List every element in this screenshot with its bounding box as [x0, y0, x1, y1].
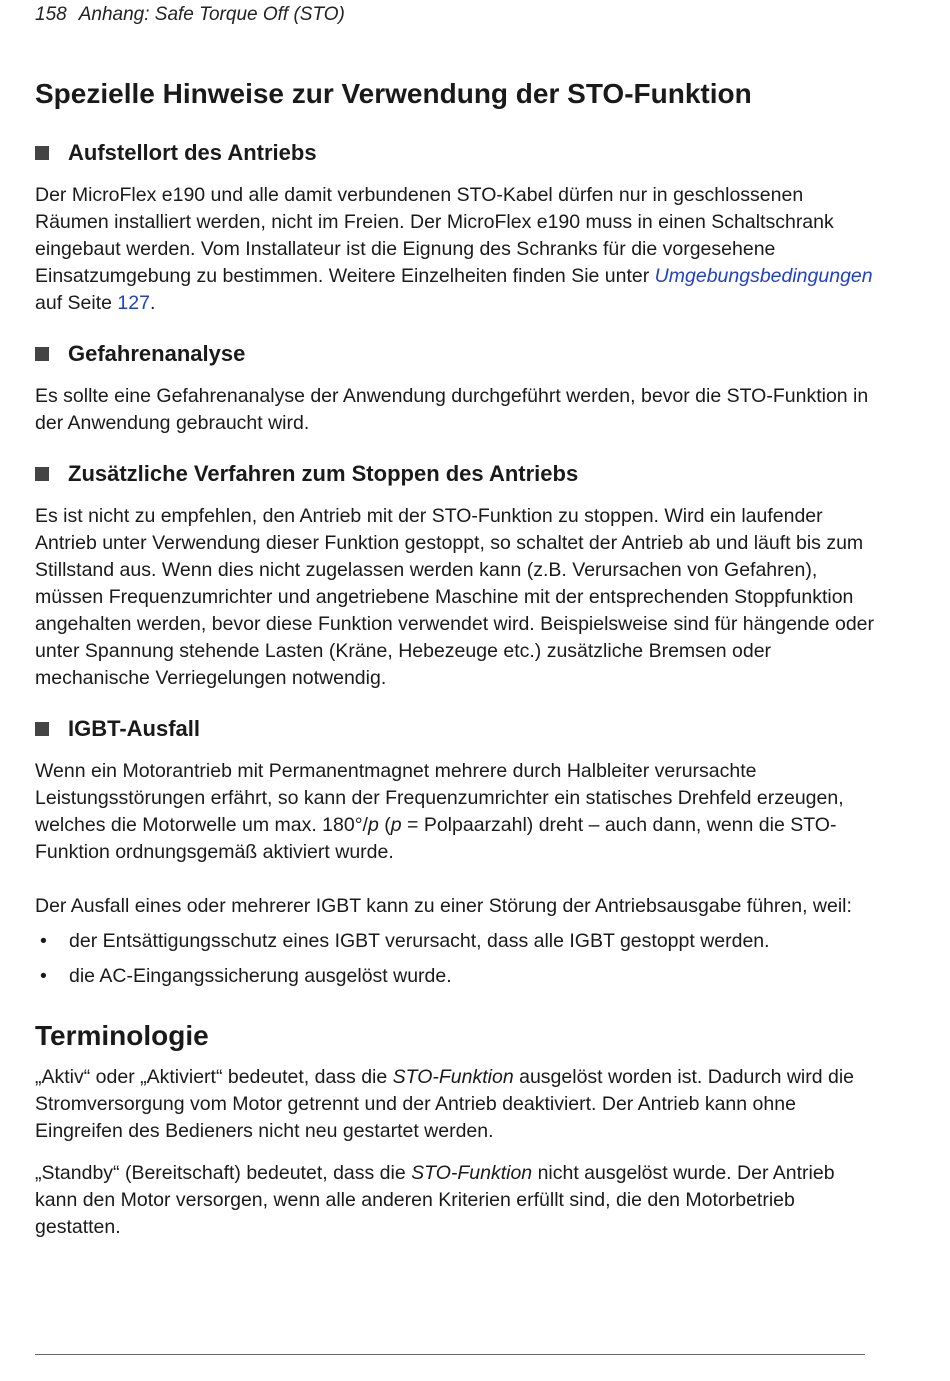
page-number: 158	[35, 4, 67, 25]
text-run: STO-Funktion	[411, 1162, 533, 1184]
subheading-aufstellort	[35, 138, 875, 168]
list-item-text: der Entsättigungsschutz eines IGBT verursacht, dass alle IGBT gestoppt werden.	[69, 930, 770, 952]
bullet-icon: •	[40, 965, 47, 987]
paragraph-igbt-2: Der Ausfall eines oder mehrerer IGBT kann zu einer Störung der Antriebsausgabe führen, weil:	[35, 895, 852, 917]
terminologie-title: Terminologie	[35, 1020, 209, 1051]
subheading-text: Gefahrenanalyse	[68, 341, 246, 366]
section-title: Spezielle Hinweise zur Verwendung der STO-Funktion	[35, 78, 752, 109]
square-bullet-icon	[35, 722, 49, 736]
list-item-text: die AC-Eingangssicherung ausgelöst wurde.	[69, 965, 452, 987]
paragraph-aufstellort	[35, 182, 875, 317]
text-run: „Aktiv“ oder „Aktiviert“ bedeutet, dass die	[35, 1066, 393, 1088]
list-item	[35, 928, 875, 955]
link-page-127[interactable]: 127	[117, 292, 150, 314]
paragraph-verfahren: Es ist nicht zu empfehlen, den Antrieb mit der STO-Funktion zu stoppen. Wird ein laufender Antrieb unter Verwendung dieser Funktion gestoppt, so schaltet der Antrieb ab und läuft bis zum Stillstand aus. Wenn dies nicht zugelassen werden kann (z.B. Verursachen von Gefahren), müssen Frequenzumrichter und angetriebene Maschine mit der entsprechenden Stoppfunktion angehalten werden, bevor diese Funktion verwendet wird. Beispielsweise sind für hängende oder unter Spannung stehende Lasten (Kräne, Hebezeuge etc.) zusätzliche Bremsen oder mechanische Verriegelungen notwendig.	[35, 505, 875, 689]
link-umgebungsbedingungen[interactable]: Umgebungsbedingungen	[654, 265, 873, 287]
text-run: p	[367, 814, 379, 836]
subheading-text: Zusätzliche Verfahren zum Stoppen des Antriebs	[68, 461, 579, 486]
footer-divider	[35, 1354, 865, 1355]
text-run: = Polpaarzahl) dreht – auch dann, wenn die STO-Funktion ordnungsgemäß aktiviert wurde.	[35, 814, 837, 863]
text-run: Wenn ein Motorantrieb mit Permanentmagnet mehrere durch Halbleiter verursachte Leistungsstörungen erfährt, so kann der Frequenzumrichter ein statisches Drehfeld erzeugen, welches die Motorwelle um max. 180°/	[35, 760, 844, 836]
text-run: nicht ausgelöst wurde. Der Antrieb kann den Motor versorgen, wenn alle anderen Kriterien erfüllt sind, die den Motorbetrieb gestatten.	[35, 1162, 835, 1238]
subheading-text: IGBT-Ausfall	[68, 716, 201, 741]
paragraph-gefahrenanalyse: Es sollte eine Gefahrenanalyse der Anwendung durchgeführt werden, bevor die STO-Funktion in der Anwendung gebraucht wird.	[35, 385, 869, 434]
subheading-igbt	[35, 714, 875, 744]
square-bullet-icon	[35, 146, 49, 160]
square-bullet-icon	[35, 467, 49, 481]
bullet-list	[35, 928, 875, 990]
page-content	[35, 76, 875, 1241]
bullet-icon: •	[40, 930, 47, 952]
running-title: Anhang: Safe Torque Off (STO)	[78, 4, 345, 25]
text-run: Der MicroFlex e190 und alle damit verbundenen STO-Kabel dürfen nur in geschlossenen Räumen installiert werden, nicht im Freien. Der MicroFlex e190 muss in einen Schaltschrank eingebaut werden. Vom Installateur ist die Eignung des Schranks für die vorgesehene Einsatzumgebung zu bestimmen. Weitere Einzelheiten finden Sie unter	[35, 184, 834, 287]
text-run: „Standby“ (Bereitschaft) bedeutet, dass die	[35, 1162, 412, 1184]
paragraph-igbt-1	[35, 758, 875, 866]
subheading-verfahren	[35, 459, 875, 489]
text-run: auf Seite	[35, 292, 118, 314]
square-bullet-icon	[35, 347, 49, 361]
text-run: (	[378, 814, 391, 836]
paragraph-terminologie-2	[35, 1160, 875, 1241]
subheading-text: Aufstellort des Antriebs	[68, 140, 317, 165]
paragraph-terminologie-1	[35, 1064, 875, 1145]
text-run: STO-Funktion	[392, 1066, 514, 1088]
text-run: .	[149, 292, 156, 314]
text-run: p	[390, 814, 402, 836]
running-header	[35, 4, 345, 26]
text-run: ausgelöst worden ist. Dadurch wird die Stromversorgung vom Motor getrennt und der Antrieb deaktiviert. Der Antrieb kann ohne Eingreifen des Bedieners nicht neu gestartet werden.	[35, 1066, 855, 1142]
list-item	[35, 963, 875, 990]
subheading-gefahrenanalyse	[35, 339, 875, 369]
